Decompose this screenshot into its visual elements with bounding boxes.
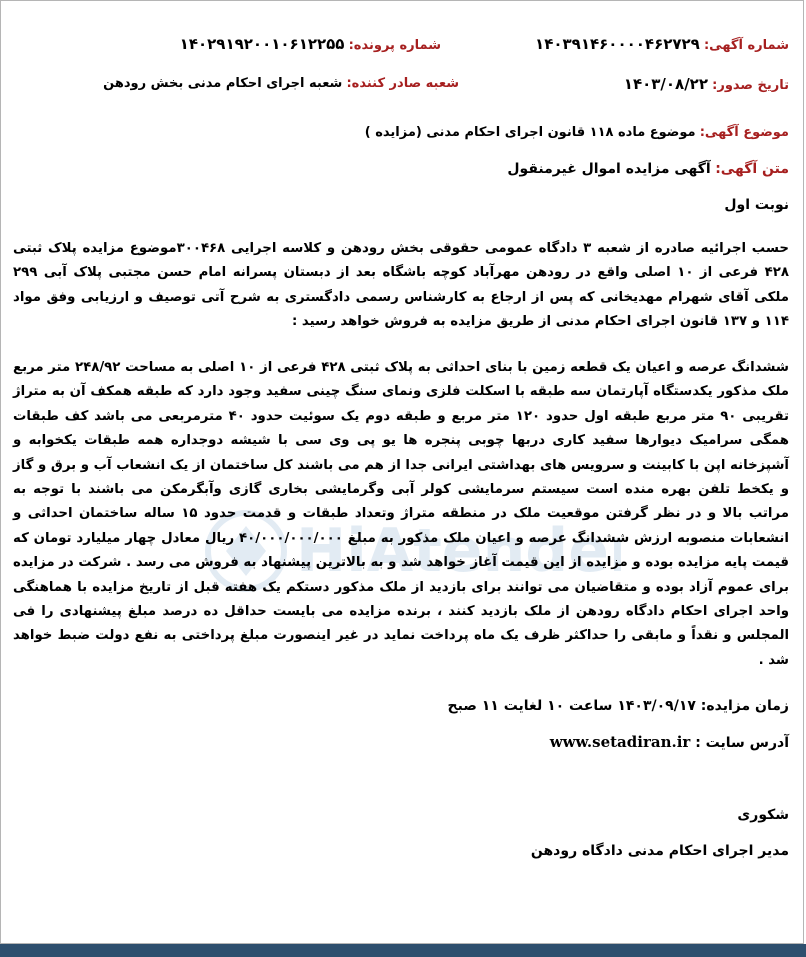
ad-number-field <box>535 35 789 55</box>
issuer-label: شعبه صادر کننده: <box>346 76 459 91</box>
ad-text-value: آگهی مزایده اموال غیرمنقول <box>507 161 711 177</box>
ad-number-value: ۱۴۰۳۹۱۴۶۰۰۰۰۴۶۲۷۲۹ <box>535 35 700 53</box>
signature-title: مدیر اجرای احکام مدنی دادگاه رودهن <box>530 843 789 859</box>
issue-date-label: تاریخ صدور: <box>712 78 789 93</box>
website-label: آدرس سایت : <box>695 735 789 751</box>
subject-field <box>365 124 789 142</box>
issuer-field <box>103 75 459 93</box>
ad-text-label: متن آگهی: <box>715 161 789 177</box>
case-number-value: ۱۴۰۲۹۱۹۲۰۰۱۰۶۱۲۲۵۵ <box>179 35 345 53</box>
bottom-bar <box>0 944 806 957</box>
round-label: نوبت اول <box>724 197 789 213</box>
issuer-value: شعبه اجرای احکام مدنی بخش رودهن <box>103 76 343 91</box>
paragraph-description: ششدانگ عرصه و اعیان یک قطعه زمین با بنای احداثی به پلاک ثبتی ۴۲۸ فرعی از ۱۰ اصلی به مساحت ۲۴۸/۹۲ متر مربع ملک مذکور یکدستگاه آپارتمان سه طبقه با اسکلت فلزی ونمای سنگ چینی سفید وجود دارد که طبقه همکف آن به متراژ تقریبی ۹۰ متر مربع طبقه اول حدود ۱۲۰ متر مربع و طبقه دوم یک سوئیت حدود ۴۰ مترمربعی می باشد کف طبقات همگی سرامیک دیوارها سفید کاری دربها چوبی پنجره ها یو پی وی سی با شیشه دوجداره همه طبقات یکخوابه و آشپزخانه اپن با کابینت و سرویس های بهداشتی ایرانی جدا از هم می باشند کل ساختمان از یک انشعاب آب و برق و گاز و یکخط تلفن بهره منده است سیستم سرمایشی کولر آبی وگرمایشی بخاری گازی وآبگرمکن می باشند با توجه به مراتب بالا و در نظر گرفتن موقعیت ملک در منطقه متراژ وتعداد طبقات و قدمت حدود ۱۵ ساله ساختمان احداثی و انشعابات منصوبه ارزش ششدانگ عرصه و اعیان ملک مذکور به مبلغ ۴۰/۰۰۰/۰۰۰/۰۰۰ ریال معادل چهار میلیارد تومان که قیمت پایه مزایده بوده و مزایده از این قیمت آغاز خواهد شد و به بالاترین پیشنهاد به فروش می رسد . شرکت در مزایده برای عموم آزاد بوده و متقاضیان می توانند برای بازدید از ملک مذکور دستکم یک هفته قبل از تاریخ مزایده با هماهنگی واحد اجرای احکام دادگاه رودهن از ملک بازدید کنند ، برنده مزایده می بایست حداقل ده درصد مبلغ پیشنهادی را فی المجلس و نقداً و مابقی را حداکثر ظرف یک ماه پرداخت نماید در غیر اینصورت مبلغ پرداختی به نفع دولت ضبط خواهد شد . <box>13 360 790 668</box>
subject-value: موضوع ماده ۱۱۸ قانون اجرای احکام مدنی (مزایده ) <box>364 125 696 140</box>
signature-name: شکوری <box>737 807 789 823</box>
watermark-text: HiAtender <box>296 516 621 586</box>
case-number-label: شماره پرونده: <box>348 38 441 53</box>
ad-text-field <box>507 160 789 178</box>
ad-number-label: شماره آگهی: <box>703 38 789 53</box>
paragraph-intro: حسب اجرائیه صادره از شعبه ۳ دادگاه عمومی حقوقی بخش رودهن و کلاسه اجرایی ۳۰۰۴۶۸موضوع مزایده پلاک ثبتی ۴۲۸ فرعی از ۱۰ اصلی واقع در رودهن مهرآباد کوچه باشگاه بعد از دبستان پسرانه امام حسن مجتبی پلاک آبی ۲۹۹ ملکی آقای شهرام مهدیخانی که پس از ارجاع به کارشناس رسمی دادگستری به شرح آتی توصیف و ارزیابی وفق مواد ۱۱۴ و ۱۳۷ قانون اجرای احکام مدنی از طریق مزایده به فروش خواهد رسید : <box>13 241 789 330</box>
issue-date-value: ۱۴۰۳/۰۸/۲۲ <box>623 75 708 93</box>
website-field <box>550 733 789 751</box>
case-number-field <box>180 35 441 55</box>
auction-time: زمان مزایده: ۱۴۰۳/۰۹/۱۷ ساعت ۱۰ لغایت ۱۱ صبح <box>447 698 789 714</box>
subject-label: موضوع آگهی: <box>699 125 789 140</box>
website-link[interactable]: www.setadiran.ir <box>549 733 691 751</box>
issue-date-field <box>624 75 789 95</box>
